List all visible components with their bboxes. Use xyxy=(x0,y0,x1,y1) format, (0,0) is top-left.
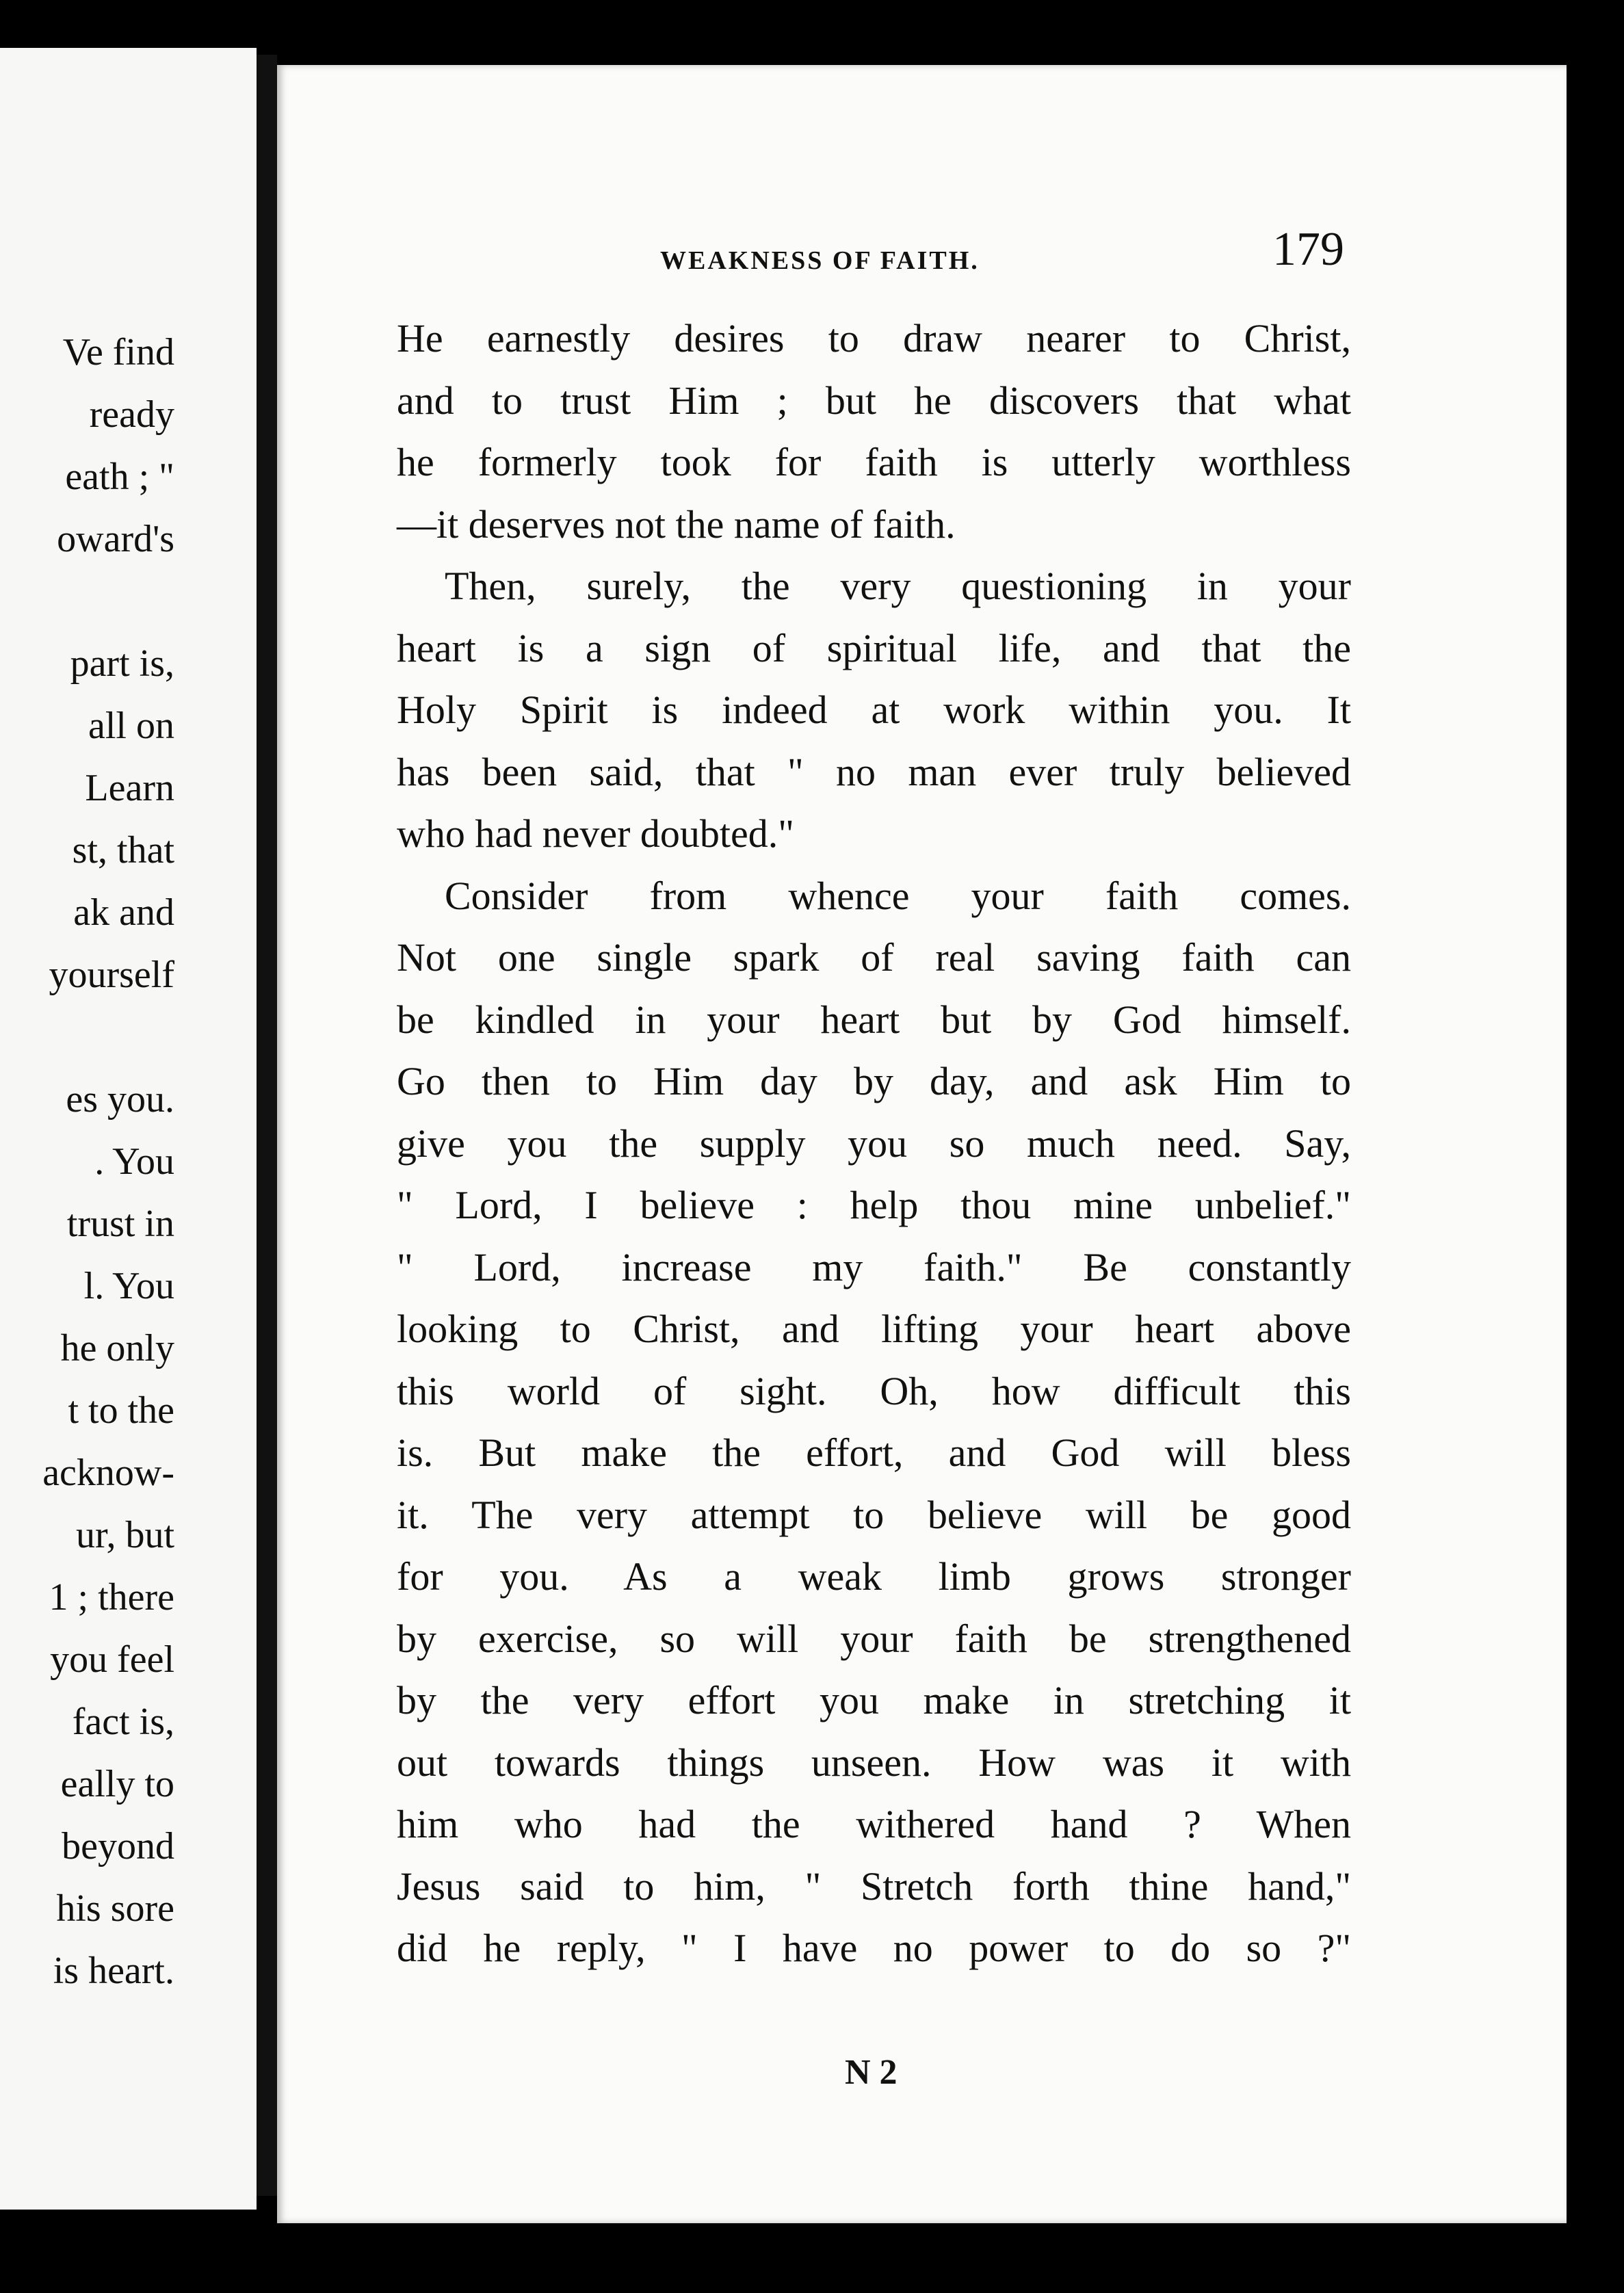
previous-page-line: l. You xyxy=(83,1265,174,1307)
text-line: Go then to Him day by day, and ask Him to xyxy=(397,1059,1351,1103)
text-line: by exercise, so will your faith be strengthened xyxy=(397,1616,1351,1661)
previous-page-line xyxy=(0,1006,174,1069)
previous-page-line: Ve find xyxy=(62,331,174,374)
text-line: has been said, that " no man ever truly believed xyxy=(397,749,1351,794)
text-line: looking to Christ, and lifting your heart above xyxy=(397,1307,1351,1351)
text-line: who had never doubted." xyxy=(397,811,794,856)
text-line: —it deserves not the name of faith. xyxy=(397,501,956,547)
body-text xyxy=(397,308,1351,1980)
text-line: be kindled in your heart but by God himself. xyxy=(397,997,1351,1042)
text-line: Jesus said to him, " Stretch forth thine hand," xyxy=(397,1863,1351,1909)
text-line: " Lord, increase my faith." Be constantly xyxy=(397,1244,1351,1289)
text-line: this world of sight. Oh, how difficult this xyxy=(397,1368,1351,1413)
previous-page-line xyxy=(0,571,174,633)
previous-page-line: ak and xyxy=(73,891,174,934)
previous-page-line: all on xyxy=(88,705,174,747)
previous-page-line: eally to xyxy=(60,1763,174,1805)
text-line: Consider from whence your faith comes. xyxy=(445,873,1351,918)
previous-page-line: is heart. xyxy=(53,1950,174,1992)
previous-page-line: es you. xyxy=(66,1078,174,1121)
text-line: give you the supply you so much need. Say, xyxy=(397,1121,1351,1166)
previous-page-line: oward's xyxy=(57,518,174,560)
text-line: did he reply, " I have no power to do so ?" xyxy=(397,1926,1351,1970)
book-gutter xyxy=(257,55,277,2196)
previous-page-line: his sore xyxy=(56,1887,174,1930)
previous-page xyxy=(0,48,257,2210)
text-line: Holy Spirit is indeed at work within you. It xyxy=(397,687,1351,732)
text-line: He earnestly desires to draw nearer to Christ, xyxy=(397,316,1351,361)
previous-page-line: trust in xyxy=(66,1203,174,1245)
text-line: and to trust Him ; but he discovers that what xyxy=(397,378,1351,423)
previous-page-line: you feel xyxy=(50,1638,174,1681)
previous-page-line: eath ; " xyxy=(65,456,174,498)
text-line: Not one single spark of real saving faith can xyxy=(397,935,1351,980)
text-line: it. The very attempt to believe will be good xyxy=(397,1492,1351,1537)
text-line: Then, surely, the very questioning in your xyxy=(445,564,1351,608)
previous-page-line: ready xyxy=(89,393,174,436)
text-line: for you. As a weak limb grows stronger xyxy=(397,1554,1351,1599)
previous-page-line: beyond xyxy=(62,1825,174,1868)
text-line: him who had the withered hand ? When xyxy=(397,1802,1351,1846)
previous-page-line: t to the xyxy=(68,1389,174,1432)
previous-page-line: Learn xyxy=(85,767,174,809)
previous-page-line: st, that xyxy=(72,829,174,872)
text-line: " Lord, I believe : help thou mine unbelief." xyxy=(397,1183,1351,1227)
previous-page-line: 1 ; there xyxy=(49,1576,174,1619)
previous-page-line: acknow- xyxy=(42,1452,174,1494)
text-line: by the very effort you make in stretching it xyxy=(397,1678,1351,1722)
page-number: 179 xyxy=(1272,223,1344,276)
text-line: is. But make the effort, and God will bless xyxy=(397,1430,1351,1475)
previous-page-line: he only xyxy=(60,1327,174,1370)
current-page xyxy=(277,65,1567,2223)
running-title: WEAKNESS OF FAITH. xyxy=(660,246,980,275)
text-line: out towards things unseen. How was it with xyxy=(397,1740,1351,1785)
previous-page-line: fact is, xyxy=(72,1701,174,1743)
text-line: heart is a sign of spiritual life, and that the xyxy=(397,625,1351,670)
running-head xyxy=(277,222,1344,298)
text-line: he formerly took for faith is utterly worthless xyxy=(397,440,1351,484)
previous-page-line: . You xyxy=(94,1140,174,1183)
previous-page-line: ur, but xyxy=(76,1514,174,1556)
signature-mark: N 2 xyxy=(845,2053,898,2092)
previous-page-line: part is, xyxy=(70,642,174,685)
previous-page-text xyxy=(0,322,174,2002)
previous-page-line: yourself xyxy=(49,954,174,996)
